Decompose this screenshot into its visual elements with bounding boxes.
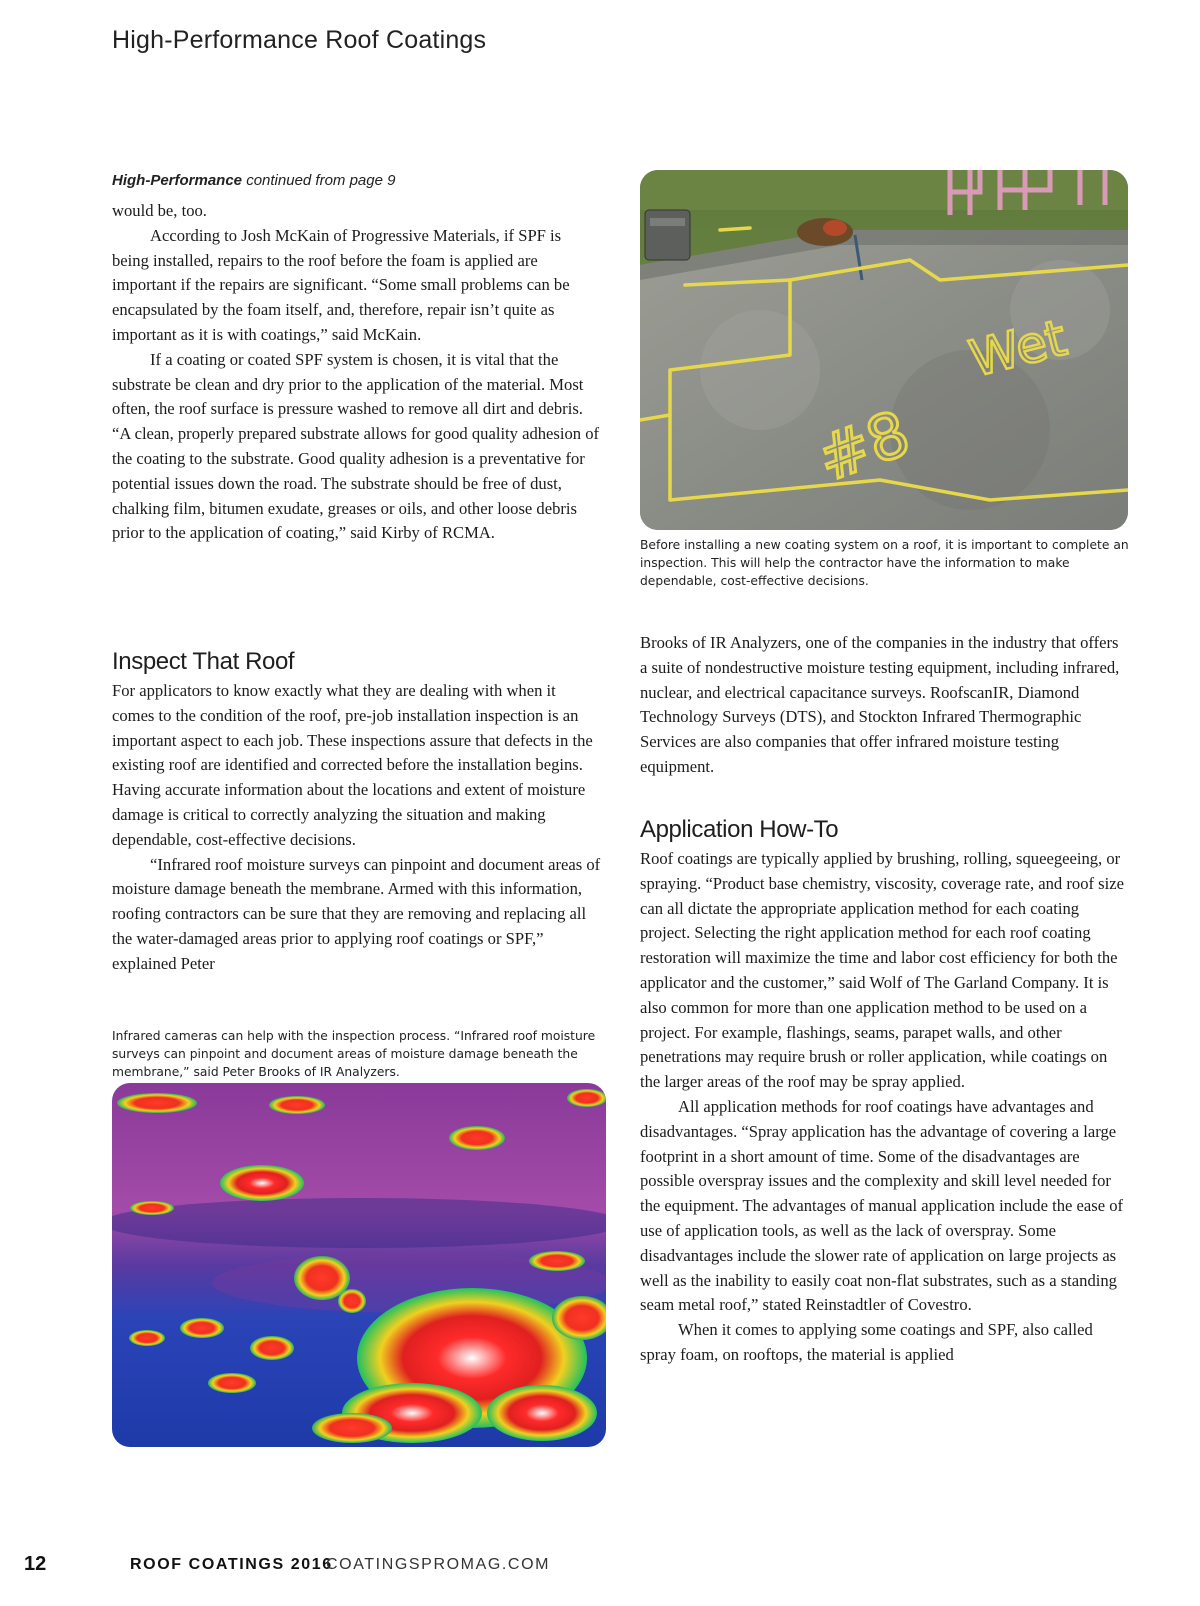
paragraph: For applicators to know exactly what they are dealing with when it comes to the condition of the roof, pre-job installation inspection is an important aspect to each job. These inspections assure that defects in the existing roof are identified and corrected before the installation begins. Having accurate information about the locations and extent of moisture damage is critical to correctly analyzing the situation and making dependable, cost-effective decisions. — [112, 681, 593, 849]
section-heading-inspect: Inspect That Roof — [112, 648, 295, 675]
paragraph: When it comes to applying some coatings and SPF, also called spray foam, on rooftops, the material is applied — [640, 1320, 1093, 1364]
left-column-top-text — [112, 199, 602, 546]
page-number: 12 — [24, 1553, 47, 1575]
section-inspect-text — [112, 679, 602, 977]
running-head: High-Performance Roof Coatings — [112, 26, 487, 54]
roof-inspection-photo — [640, 170, 1128, 530]
continued-rest: continued from page 9 — [246, 172, 396, 189]
paragraph: According to Josh McKain of Progressive Materials, if SPF is being installed, repairs to the roof before the foam is applied are important if the repairs are significant. “Some small problems can be encapsulated by the foam itself, and, therefore, repair isn’t quite as important as it is with coatings,” said McKain. — [112, 225, 570, 344]
right-column-mid-text — [640, 631, 1130, 780]
continued-from-line — [112, 172, 395, 189]
paragraph: All application methods for roof coatings have advantages and disadvantages. “Spray application has the advantage of covering a large footprint in a short amount of time. Some of the disadvantages are possible overspray issues and the complexity and skill level needed for the equipment. The advantages of manual application include the ease of use of application tools, as well as the lack of overspray. Some disadvantages include the slower rate of application on large projects as well as the inability to easily coat non-flat substrates, such as a standing seam metal roof,” stated Reinstadtler of Covestro. — [640, 1096, 1124, 1315]
paragraph: If a coating or coated SPF system is chosen, it is vital that the substrate be clean and dry prior to the application of the material. Most often, the roof surface is pressure washed to remove all dirt and debris. “A clean, properly prepared substrate allows for good quality adhesion of the coating to the substrate. Good quality adhesion is a preventative for potential issues down the road. The substrate should be free of dust, chalking film, bitumen exudate, greases or oils, and other loose debris prior to the application of coating,” said Kirby of RCMA. — [112, 349, 600, 543]
website-url: COATINGSPROMAG.COM — [326, 1556, 551, 1573]
chalk-marking-wet: Wet — [963, 308, 1073, 389]
continued-bold: High-Performance — [112, 172, 243, 189]
paragraph: Roof coatings are typically applied by brushing, rolling, squeegeeing, or spraying. “Product base chemistry, viscosity, coverage rate, and roof size can all dictate the appropriate application method for each coating project. Selecting the right application method for each roof coating restoration will maximize the time and labor cost efficiency for both the applicator and the customer,” said Wolf of The Garland Company. It is also common for more than one application method to be used on a project. For example, flashings, seams, parapet walls, and other penetrations may require brush or roller application, while coatings on the larger areas of the roof may be spray applied. — [640, 849, 1124, 1092]
infrared-thermal-image — [112, 1083, 606, 1447]
paragraph: would be, too. — [112, 201, 207, 220]
paragraph: Brooks of IR Analyzers, one of the companies in the industry that offers a suite of nondestructive moisture testing equipment, including infrared, nuclear, and electrical capacitance surveys. RoofscanIR, Diamond Technology Surveys (DTS), and Stockton Infrared Thermographic Services are also companies that offer infrared moisture testing equipment. — [640, 633, 1120, 776]
section-application-text — [640, 847, 1130, 1368]
photo-top-caption: Before installing a new coating system on a roof, it is important to complete an inspection. This will help the contractor have the information to make dependable, cost-effective decisions. — [640, 538, 1129, 588]
paragraph: “Infrared roof moisture surveys can pinpoint and document areas of moisture damage beneath the membrane. Armed with this information, roofing contractors can be sure that they are removing and replacing all the water-damaged areas prior to applying roof coatings or SPF,” explained Peter — [112, 854, 601, 973]
chalk-marking-number: #8 — [807, 396, 919, 496]
section-heading-application: Application How-To — [640, 816, 839, 843]
publication-name: ROOF COATINGS 2016 — [130, 1556, 333, 1573]
thermal-photo-caption: Infrared cameras can help with the inspection process. “Infrared roof moisture surveys can pinpoint and document areas of moisture damage beneath the membrane,” said Peter Brooks of IR Analyzers. — [112, 1029, 596, 1079]
